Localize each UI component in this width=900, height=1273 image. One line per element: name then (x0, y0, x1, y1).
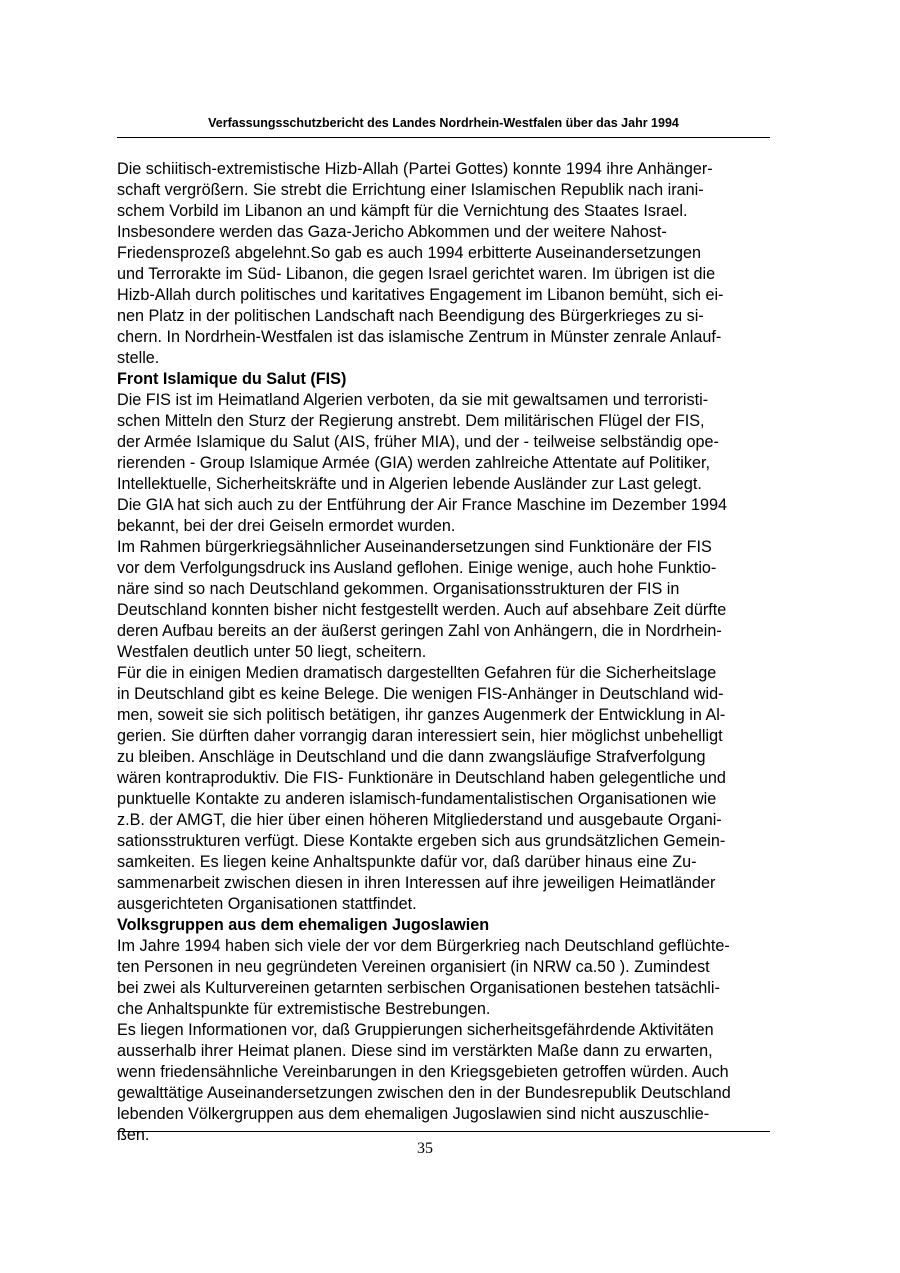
text-line: Intellektuelle, Sicherheitskräfte und in Algerien lebende Ausländer zur Last gelegt. (117, 475, 702, 493)
text-line: ßen. (117, 1126, 150, 1144)
page-body (117, 159, 797, 1146)
paragraph-fis-exile (117, 537, 797, 663)
text-line: schen Mitteln den Sturz der Regierung anstrebt. Dem militärischen Flügel der FIS, (117, 412, 705, 430)
text-line: bei zwei als Kulturvereinen getarnten serbischen Organisationen bestehen tatsächli- (117, 979, 720, 997)
text-line: schem Vorbild im Libanon an und kämpft für die Vernichtung des Staates Israel. (117, 202, 688, 220)
text-line: lebenden Völkergruppen aus dem ehemaligen Jugoslawien sind nicht auszuschlie- (117, 1105, 710, 1123)
text-line: vor dem Verfolgungsdruck ins Ausland geflohen. Einige wenige, auch hohe Funktio- (117, 559, 717, 577)
paragraph-yugoslavia-associations (117, 936, 797, 1020)
text-line: Es liegen Informationen vor, daß Gruppierungen sicherheitsgefährdende Aktivitäten (117, 1021, 714, 1039)
paragraph-yugoslavia-threats (117, 1020, 797, 1146)
text-line: gerien. Sie dürften daher vorrangig daran interessiert sein, hier möglichst unbehelligt (117, 727, 723, 745)
text-line: ausgerichteten Organisationen stattfindet. (117, 895, 417, 913)
text-line: in Deutschland gibt es keine Belege. Die wenigen FIS-Anhänger in Deutschland wid- (117, 685, 724, 703)
text-line: wenn friedensähnliche Vereinbarungen in den Kriegsgebieten getroffen würden. Auch (117, 1063, 729, 1081)
footer-divider (117, 1131, 770, 1132)
text-line: samkeiten. Es liegen keine Anhaltspunkte dafür vor, daß darüber hinaus eine Zu- (117, 853, 697, 871)
header-divider (117, 137, 770, 138)
text-line: sationsstrukturen verfügt. Diese Kontakte ergeben sich aus grundsätzlichen Gemein- (117, 832, 726, 850)
text-line: bekannt, bei der drei Geiseln ermordet wurden. (117, 517, 456, 535)
text-line: und Terrorakte im Süd- Libanon, die gegen Israel gerichtet waren. Im übrigen ist die (117, 265, 716, 283)
paragraph-fis-ban (117, 390, 797, 537)
text-line: ten Personen in neu gegründeten Vereinen organisiert (in NRW ca.50 ). Zumindest (117, 958, 710, 976)
text-line: der Armée Islamique du Salut (AIS, früher MIA), und der - teilweise selbständig ope- (117, 433, 719, 451)
text-line: Die GIA hat sich auch zu der Entführung der Air France Maschine im Dezember 1994 (117, 496, 728, 514)
text-line: sammenarbeit zwischen diesen in ihren Interessen auf ihre jeweiligen Heimatländer (117, 874, 716, 892)
text-line: Insbesondere werden das Gaza-Jericho Abkommen und der weitere Nahost- (117, 223, 667, 241)
text-line: Für die in einigen Medien dramatisch dargestellten Gefahren für die Sicherheitslage (117, 664, 717, 682)
text-line: nen Platz in der politischen Landschaft nach Beendigung des Bürgerkrieges zu si- (117, 307, 704, 325)
text-line: Hizb-Allah durch politisches und karitatives Engagement im Libanon bemüht, sich ei- (117, 286, 724, 304)
page-number: 35 (417, 1140, 433, 1157)
text-line: Deutschland konnten bisher nicht festgestellt werden. Auch auf absehbare Zeit dürfte (117, 601, 727, 619)
paragraph-hizb-allah (117, 159, 797, 369)
text-line: z.B. der AMGT, die hier über einen höheren Mitgliederstand und ausgebaute Organi- (117, 811, 722, 829)
text-line: Friedensprozeß abgelehnt.So gab es auch 1994 erbitterte Auseinandersetzungen (117, 244, 702, 262)
text-line: Die schiitisch-extremistische Hizb-Allah (Partei Gottes) konnte 1994 ihre Anhänger- (117, 160, 713, 178)
text-line: deren Aufbau bereits an der äußerst geringen Zahl von Anhängern, die in Nordrhein- (117, 622, 722, 640)
text-line: ausserhalb ihrer Heimat planen. Diese sind im verstärkten Maße dann zu erwarten, (117, 1042, 713, 1060)
paragraph-fis-security (117, 663, 797, 915)
text-line: men, soweit sie sich politisch betätigen, ihr ganzes Augenmerk der Entwicklung in Al- (117, 706, 726, 724)
text-line: che Anhaltspunkte für extremistische Bestrebungen. (117, 1000, 491, 1018)
text-line: Im Jahre 1994 haben sich viele der vor dem Bürgerkrieg nach Deutschland geflüchte- (117, 937, 730, 955)
section-heading-yugoslavia: Volksgruppen aus dem ehemaligen Jugoslawien (117, 916, 490, 934)
text-line: gewalttätige Auseinandersetzungen zwischen den in der Bundesrepublik Deutschland (117, 1084, 731, 1102)
text-line: näre sind so nach Deutschland gekommen. Organisationsstrukturen der FIS in (117, 580, 680, 598)
text-line: Im Rahmen bürgerkriegsähnlicher Auseinandersetzungen sind Funktionäre der FIS (117, 538, 712, 556)
text-line: Westfalen deutlich unter 50 liegt, scheitern. (117, 643, 427, 661)
page-header: Verfassungsschutzbericht des Landes Nordrhein-Westfalen über das Jahr 1994 (208, 116, 679, 130)
text-line: schaft vergrößern. Sie strebt die Errichtung einer Islamischen Republik nach irani- (117, 181, 704, 199)
text-line: zu bleiben. Anschläge in Deutschland und die dann zwangsläufige Strafverfolgung (117, 748, 706, 766)
text-line: stelle. (117, 349, 160, 367)
text-line: rierenden - Group Islamique Armée (GIA) werden zahlreiche Attentate auf Politiker, (117, 454, 710, 472)
text-line: punktuelle Kontakte zu anderen islamisch-fundamentalistischen Organisationen wie (117, 790, 717, 808)
text-line: chern. In Nordrhein-Westfalen ist das islamische Zentrum in Münster zenrale Anlauf- (117, 328, 722, 346)
text-line: wären kontraproduktiv. Die FIS- Funktionäre in Deutschland haben gelegentliche und (117, 769, 726, 787)
section-heading-fis: Front Islamique du Salut (FIS) (117, 370, 347, 388)
text-line: Die FIS ist im Heimatland Algerien verboten, da sie mit gewaltsamen und terroristi- (117, 391, 709, 409)
